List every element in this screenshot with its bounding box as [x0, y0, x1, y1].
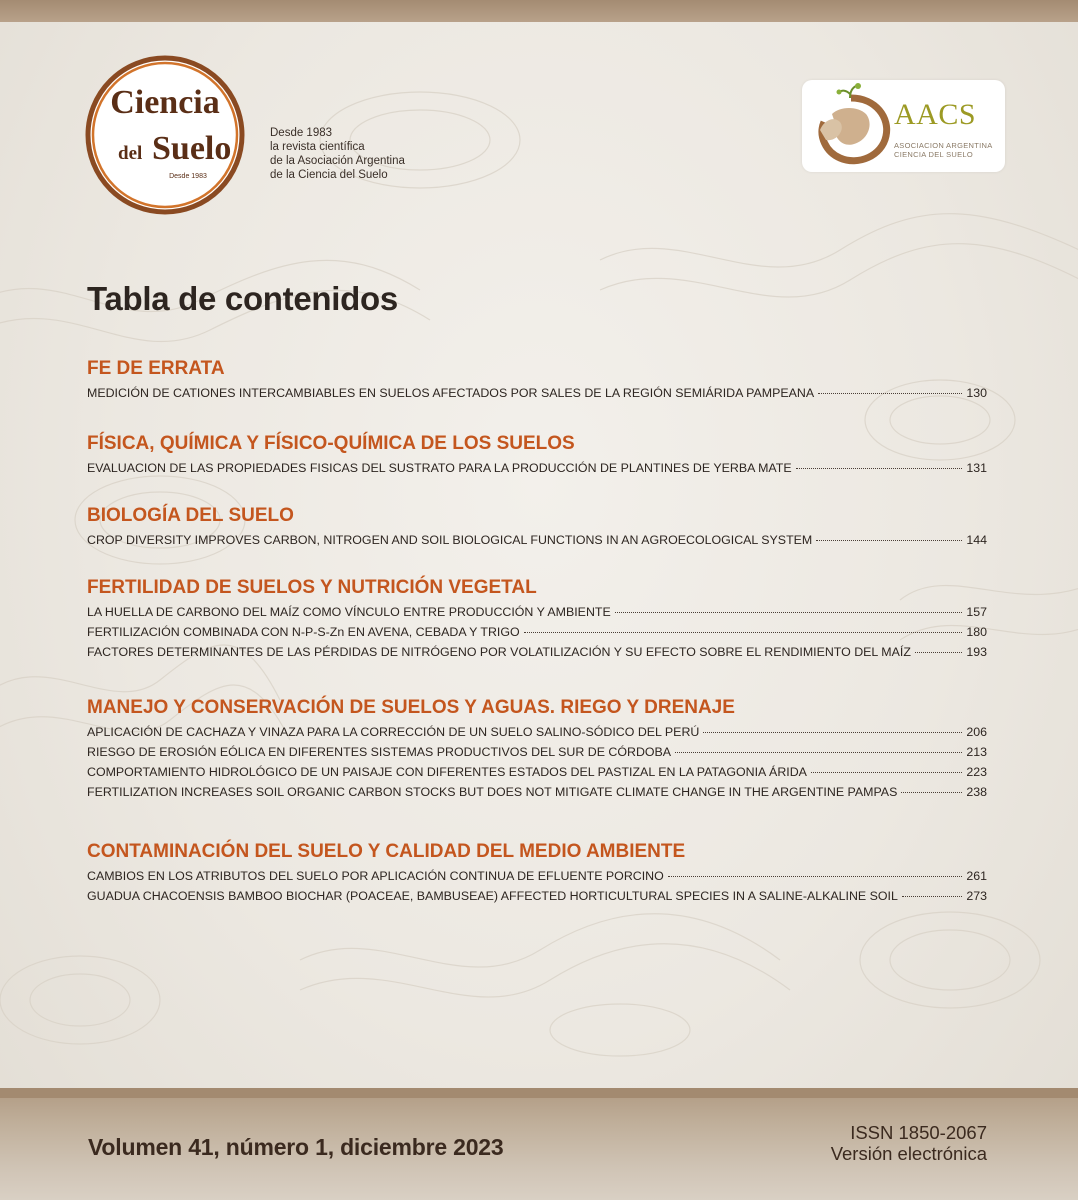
entry-page: 261 [966, 869, 987, 883]
entry-page: 131 [966, 461, 987, 475]
dot-leader [818, 393, 962, 394]
dot-leader [915, 652, 962, 653]
dot-leader [524, 632, 963, 633]
issn-block [831, 1122, 987, 1164]
edition-label: Versión electrónica [830, 1143, 987, 1164]
entry-title: GUADUA CHACOENSIS BAMBOO BIOCHAR (POACEAE, BAMBUSEAE) AFFECTED HORTICULTURAL SPECIES IN A SALINE-ALKALINE SOIL [87, 889, 898, 903]
logo-word-suelo: Suelo [152, 130, 232, 167]
dot-leader [902, 896, 962, 897]
section-title: BIOLOGÍA DEL SUELO [87, 505, 294, 526]
dot-leader [703, 732, 962, 733]
section-title: MANEJO Y CONSERVACIÓN DE SUELOS Y AGUAS. RIEGO Y DRENAJE [87, 697, 735, 718]
entry-page: 238 [966, 785, 987, 799]
entry-page: 180 [966, 625, 987, 639]
aacs-full-name [894, 141, 993, 159]
toc-entry[interactable] [87, 782, 987, 802]
entry-title: CROP DIVERSITY IMPROVES CARBON, NITROGEN AND SOIL BIOLOGICAL FUNCTIONS IN AN AGROECOLOGICAL SYSTEM [87, 533, 813, 547]
aacs-full-name-line: ASOCIACION ARGENTINA [894, 141, 993, 150]
entry-title: FACTORES DETERMINANTES DE LAS PÉRDIDAS DE NITRÓGENO POR VOLATILIZACIÓN Y SU EFECTO SOBRE EL RENDIMIENTO DEL MAÍZ [87, 645, 911, 659]
dot-leader [675, 752, 962, 753]
tagline-line: de la Asociación Argentina [270, 155, 405, 167]
toc-entry[interactable] [87, 530, 987, 550]
entry-page: 193 [966, 645, 987, 659]
entry-page: 157 [966, 605, 987, 619]
entry-page: 273 [966, 889, 987, 903]
toc-section [87, 694, 987, 802]
entry-title: FERTILIZACIÓN COMBINADA CON N-P-S-Zn EN AVENA, CEBADA Y TRIGO [87, 625, 520, 639]
page-title: Tabla de contenidos [87, 280, 398, 317]
entry-page: 144 [966, 533, 987, 547]
entry-title: RIESGO DE EROSIÓN EÓLICA EN DIFERENTES SISTEMAS PRODUCTIVOS DEL SUR DE CÓRDOBA [87, 745, 672, 759]
toc-section [87, 502, 987, 550]
toc-entry[interactable] [87, 866, 987, 886]
entry-title: LA HUELLA DE CARBONO DEL MAÍZ COMO VÍNCULO ENTRE PRODUCCIÓN Y AMBIENTE [87, 605, 611, 619]
toc-entry[interactable] [87, 622, 987, 642]
logo-since: Desde 1983 [169, 173, 207, 180]
toc-entry[interactable] [87, 383, 987, 403]
section-title: CONTAMINACIÓN DEL SUELO Y CALIDAD DEL MEDIO AMBIENTE [87, 841, 686, 862]
entry-title: MEDICIÓN DE CATIONES INTERCAMBIABLES EN SUELOS AFECTADOS POR SALES DE LA REGIÓN SEMIÁRIDA PAMPEANA [87, 386, 815, 400]
toc-entry[interactable] [87, 458, 987, 478]
aacs-full-name-line: CIENCIA DEL SUELO [894, 150, 974, 159]
toc-section [87, 838, 987, 906]
entry-page: 223 [966, 765, 987, 779]
toc-entry[interactable] [87, 642, 987, 662]
logo-word-ciencia: Ciencia [110, 84, 220, 121]
toc-entry[interactable] [87, 602, 987, 622]
toc-entry[interactable] [87, 742, 987, 762]
logo-word-del: del [118, 143, 143, 164]
aacs-logo-card [802, 80, 1005, 172]
tagline-line: de la Ciencia del Suelo [270, 169, 388, 181]
tagline-line: Desde 1983 [270, 127, 333, 139]
entry-title: CAMBIOS EN LOS ATRIBUTOS DEL SUELO POR APLICACIÓN CONTINUA DE EFLUENTE PORCINO [87, 869, 664, 883]
entry-title: COMPORTAMIENTO HIDROLÓGICO DE UN PAISAJE CON DIFERENTES ESTADOS DEL PASTIZAL EN LA PATAGONIA ÁRIDA [87, 765, 807, 779]
dot-leader [901, 792, 962, 793]
dot-leader [615, 612, 963, 613]
entry-title: FERTILIZATION INCREASES SOIL ORGANIC CARBON STOCKS BUT DOES NOT MITIGATE CLIMATE CHANGE IN THE ARGENTINE PAMPAS [87, 785, 898, 799]
issn-number: ISSN 1850-2067 [850, 1122, 987, 1143]
toc-section [87, 430, 987, 478]
toc-entry[interactable] [87, 886, 987, 906]
dot-leader [811, 772, 962, 773]
section-title: FE DE ERRATA [87, 358, 225, 379]
tagline-line: la revista científica [270, 141, 365, 153]
aacs-acronym: AACS [894, 98, 977, 131]
entry-title: EVALUACION DE LAS PROPIEDADES FISICAS DEL SUSTRATO PARA LA PRODUCCIÓN DE PLANTINES DE YERBA MATE [87, 461, 792, 475]
toc-section [87, 574, 987, 662]
aacs-emblem-icon [806, 80, 896, 172]
volume-info: Volumen 41, número 1, diciembre 2023 [88, 1134, 504, 1160]
top-decorative-band [0, 0, 1078, 22]
dot-leader [668, 876, 963, 877]
toc-entry[interactable] [87, 762, 987, 782]
toc-section [87, 355, 987, 403]
entry-page: 213 [966, 745, 987, 759]
dot-leader [796, 468, 963, 469]
dot-leader [816, 540, 962, 541]
section-title: FÍSICA, QUÍMICA Y FÍSICO-QUÍMICA DE LOS SUELOS [87, 433, 575, 454]
journal-tagline [270, 126, 405, 182]
entry-page: 130 [966, 386, 987, 400]
entry-page: 206 [966, 725, 987, 739]
toc-entry[interactable] [87, 722, 987, 742]
section-title: FERTILIDAD DE SUELOS Y NUTRICIÓN VEGETAL [87, 577, 537, 598]
entry-title: APLICACIÓN DE CACHAZA Y VINAZA PARA LA CORRECCIÓN DE UN SUELO SALINO-SÓDICO DEL PERÚ [87, 725, 700, 739]
ciencia-del-suelo-logo [80, 55, 250, 215]
